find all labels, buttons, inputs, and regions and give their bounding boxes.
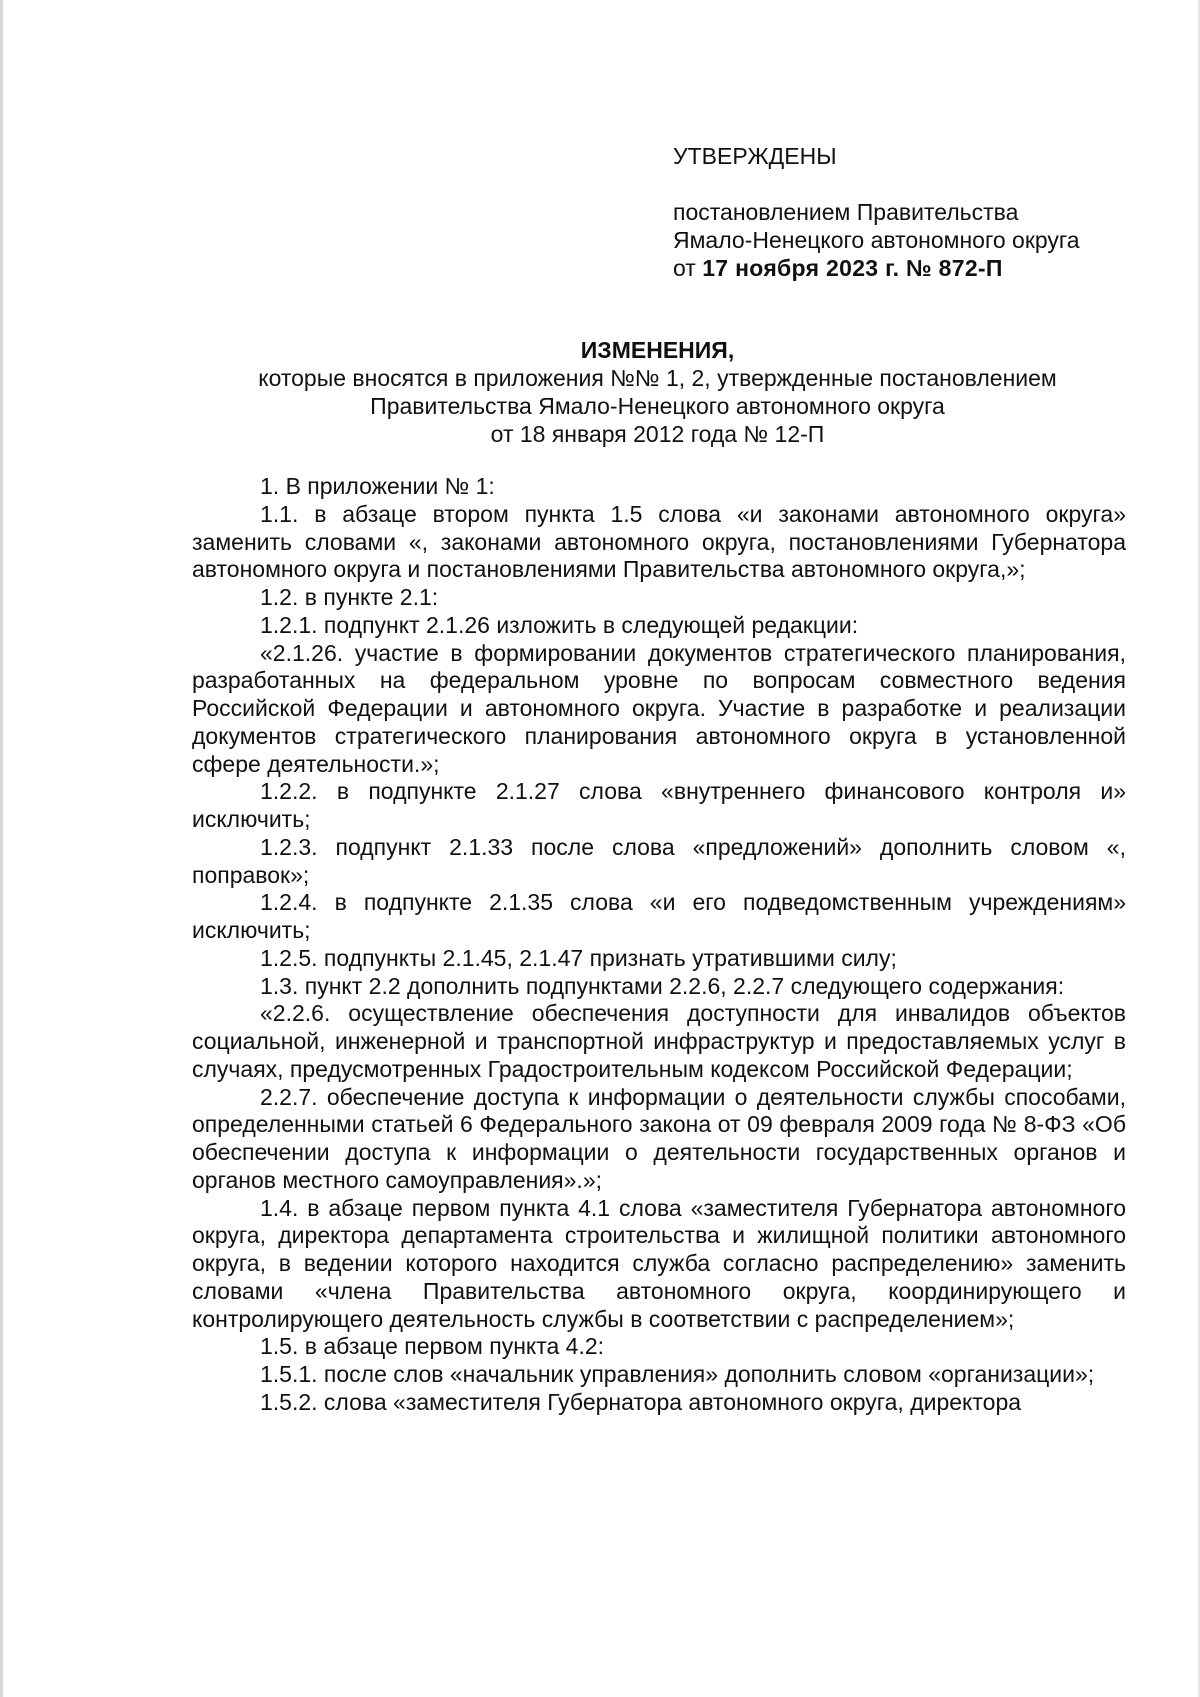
approval-title: УТВЕРЖДЕНЫ	[673, 143, 837, 169]
heading-title: ИЗМЕНЕНИЯ,	[580, 337, 735, 363]
scan-left-edge	[0, 0, 3, 1697]
approval-date-value: 17 ноября 2023 г. № 872-П	[702, 255, 1003, 281]
paragraph: 2.2.7. обеспечение доступа к информации о деятельности службы способами, определенными статьей 6 Федерального закона от 09 февраля 2009 года № 8-ФЗ «Об обеспечении доступа к информации о деятельности государственных органов и органов местного самоуправления».»;	[192, 1083, 1126, 1193]
approval-block	[673, 142, 1133, 282]
paragraph: «2.2.6. осуществление обеспечения доступности для инвалидов объектов социальной, инженерной и транспортной инфраструктур и предоставляемых услуг в случаях, предусмотренных Градостроительным кодексом Российской Федерации;	[192, 1000, 1126, 1082]
approval-date-prefix: от	[673, 255, 703, 281]
paragraph: 1.2.1. подпункт 2.1.26 изложить в следующей редакции:	[260, 611, 859, 638]
paragraph: 1.2.3. подпункт 2.1.33 после слова «предложений» дополнить словом «, поправок»;	[192, 833, 1126, 888]
heading-subtitle-line-2: Правительства Ямало-Ненецкого автономного округа	[370, 393, 945, 419]
paragraph: 1.5.2. слова «заместителя Губернатора автономного округа, директора	[260, 1388, 1022, 1415]
paragraph: 1.2.2. в подпункте 2.1.27 слова «внутреннего финансового контроля и» исключить;	[192, 778, 1126, 832]
paragraph: 1.2.5. подпункты 2.1.45, 2.1.47 признать утратившими силу;	[260, 944, 897, 971]
document-heading	[190, 336, 1125, 448]
paragraph: 1.3. пункт 2.2 дополнить подпунктами 2.2.6, 2.2.7 следующего содержания:	[260, 972, 1065, 999]
heading-subtitle-line-3: от 18 января 2012 года № 12-П	[490, 421, 825, 447]
paragraph: 1.4. в абзаце первом пункта 4.1 слова «заместителя Губернатора автономного округа, директора департамента строительства и жилищной политики автономного округа, в ведении которого находится служба согласно распределению» заменить словами «члена Правительства автономного округа, координирующего и контролирующего деятельность службы в соответствии с распределением»;	[192, 1194, 1126, 1332]
document-body	[192, 473, 1126, 1417]
paragraph: 1.2. в пункте 2.1:	[260, 584, 439, 610]
paragraph: 1.5. в абзаце первом пункта 4.2:	[260, 1333, 605, 1360]
approval-line-1: постановлением Правительства	[673, 199, 1019, 225]
approval-date-line	[673, 254, 1133, 282]
paragraph: 1.2.4. в подпункте 2.1.35 слова «и его подведомственным учреждениям» исключить;	[192, 889, 1126, 943]
paragraph: 1.5.1. после слов «начальник управления» дополнить словом «организации»;	[260, 1361, 1095, 1387]
paragraph: 1. В приложении № 1:	[260, 473, 495, 499]
approval-line-2: Ямало-Ненецкого автономного округа	[673, 227, 1080, 253]
paragraph: «2.1.26. участие в формировании документов стратегического планирования, разработанных на федеральном уровне по вопросам совместного ведения Российской Федерации и автономного округа. Участие в разработке и реализации документов стратегического планирования автономного округа в установленной сфере деятельности.»;	[192, 639, 1126, 777]
paragraph: 1.1. в абзаце втором пункта 1.5 слова «и законами автономного округа» заменить словами «, законами автономного округа, постановлениями Губернатора автономного округа и постановлениями Правительства автономного округа,»;	[192, 500, 1126, 583]
heading-subtitle-line-1: которые вносятся в приложения №№ 1, 2, утвержденные постановлением	[258, 365, 1057, 391]
